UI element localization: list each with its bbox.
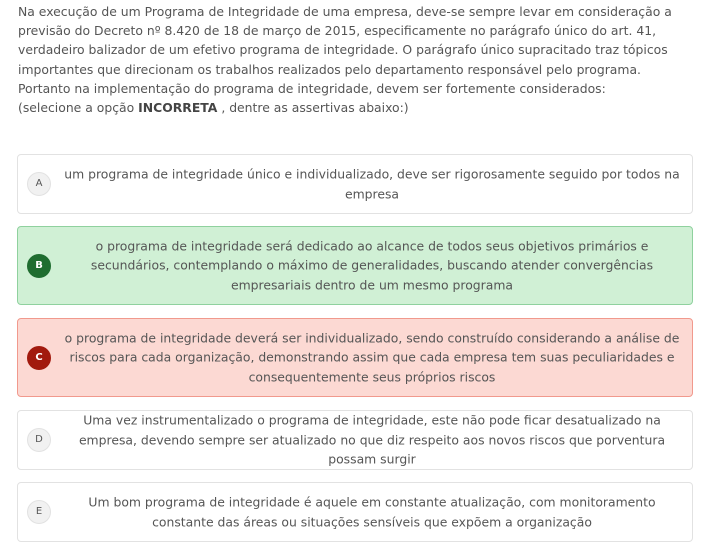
option-text: um programa de integridade único e individualizado, deve ser rigorosamente seguido por todos na empresa bbox=[64, 166, 680, 201]
answer-option-c[interactable] bbox=[17, 318, 693, 397]
answer-option-e[interactable] bbox=[17, 482, 693, 542]
option-text: o programa de integridade deverá ser individualizado, sendo construído considerando a análise de riscos para cada organização, demonstrando assim que cada empresa tem suas peculiaridades e consequentemente seus próprios riscos bbox=[64, 330, 680, 385]
option-letter-badge: B bbox=[27, 254, 51, 278]
question-line: verdadeiro balizador de um efetivo programa de integridade. O parágrafo único supracitado traz tópicos bbox=[18, 42, 668, 58]
option-letter-badge: E bbox=[27, 500, 51, 524]
answer-option-d[interactable] bbox=[17, 410, 693, 470]
option-text: Uma vez instrumentalizado o programa de integridade, este não pode ficar desatualizado na empresa, devendo sempre ser atualizado no que diz respeito aos novos riscos que porventura possam surgir bbox=[78, 412, 666, 467]
question-line: importantes que direcionam os trabalhos realizados pelo departamento responsável pelo programa. bbox=[18, 61, 641, 77]
option-text: o programa de integridade será dedicado ao alcance de todos seus objetivos primários e secundários, contemplando o máximo de generalidades, buscando atender convergências empresariais dentro de um mesmo programa bbox=[90, 238, 654, 293]
instruction-prefix: (selecione a opção bbox=[18, 100, 139, 116]
instruction-suffix: , dentre as assertivas abaixo:) bbox=[217, 100, 409, 116]
answer-option-b[interactable] bbox=[17, 226, 693, 305]
question-instruction bbox=[18, 98, 698, 117]
question-line: previsão do Decreto nº 8.420 de 18 de março de 2015, especificamente no parágrafo único do art. 41, bbox=[18, 23, 657, 39]
option-letter-badge: D bbox=[27, 428, 51, 452]
option-letter-badge: A bbox=[27, 172, 51, 196]
answer-option-a[interactable] bbox=[17, 154, 693, 214]
option-letter-badge: C bbox=[27, 346, 51, 370]
question-text bbox=[18, 2, 698, 117]
instruction-emphasis: INCORRETA bbox=[138, 100, 218, 116]
question-line: Portanto na implementação do programa de integridade, devem ser fortemente considerados: bbox=[18, 80, 606, 96]
option-text: Um bom programa de integridade é aquele em constante atualização, com monitoramento constante das áreas ou situações sensíveis que expõem a organização bbox=[88, 494, 656, 529]
question-line: Na execução de um Programa de Integridade de uma empresa, deve-se sempre levar em consideração a bbox=[18, 4, 672, 19]
